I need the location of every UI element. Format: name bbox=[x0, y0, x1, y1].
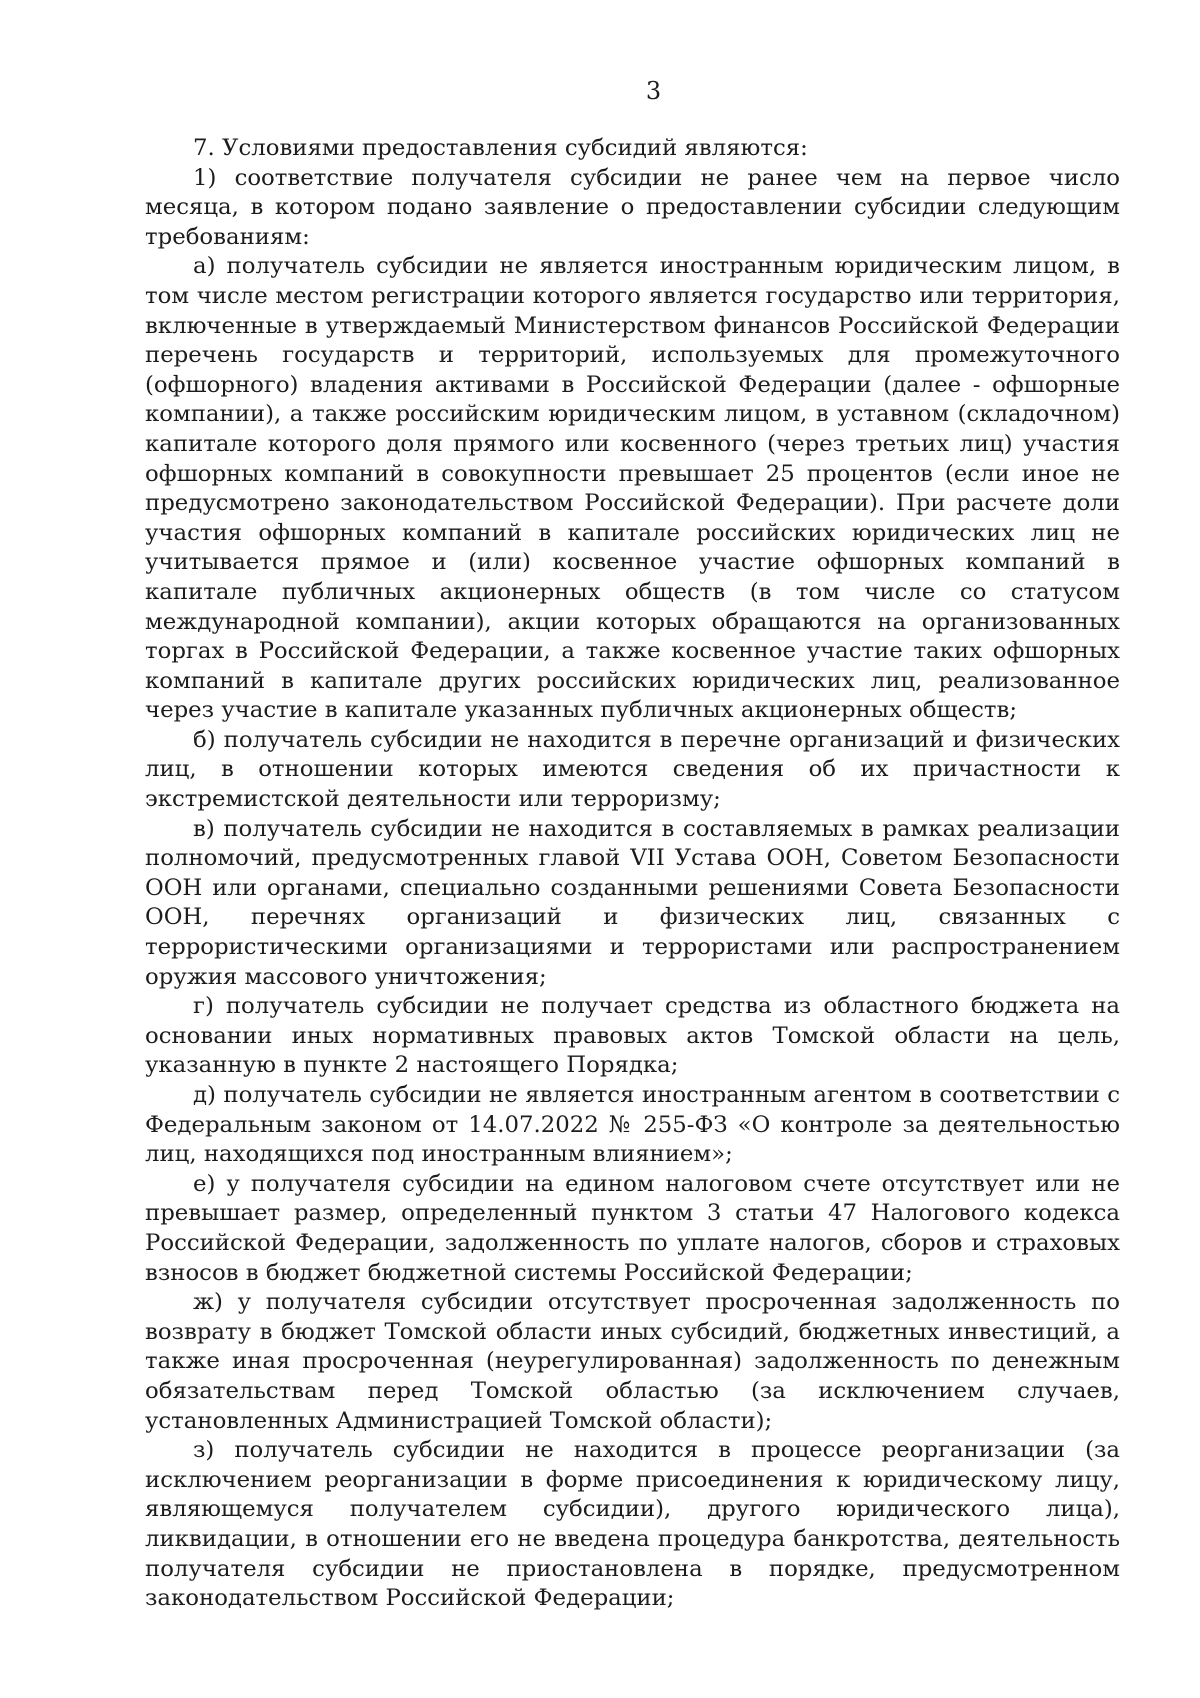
paragraph-subclause-1: 1) соответствие получателя субсидии не ранее чем на первое число месяца, в котором подано заявление о предоставлении субсидии следующим требованиям: bbox=[145, 164, 1120, 250]
paragraph-item-d: д) получатель субсидии не является иностранным агентом в соответствии с Федеральным законом от 14.07.2022 № 255-ФЗ «О контроле за деятельностью лиц, находящихся под иностранным влиянием»; bbox=[145, 1082, 1120, 1168]
paragraph-item-e: е) у получателя субсидии на едином налоговом счете отсутствует или не превышает размер, определенный пунктом 3 статьи 47 Налогового кодекса Российской Федерации, задолженность по уплате налогов, сборов и страховых взносов в бюджет бюджетной системы Российской Федерации; bbox=[145, 1170, 1120, 1286]
paragraph-item-b: б) получатель субсидии не находится в перечне организаций и физических лиц, в отношении которых имеются сведения об их причастности к экстремистской деятельности или терроризму; bbox=[145, 726, 1120, 813]
page-number: 3 bbox=[645, 77, 662, 105]
paragraph-item-a: а) получатель субсидии не является иностранным юридическим лицом, в том числе местом регистрации которого является государство или территория, включенные в утверждаемый Министерством финансов Российской Федерации перечень государств и территорий, используемых для промежуточного (офшорного) владения активами в Российской Федерации (далее - офшорные компании), а также российским юридическим лицом, в уставном (складочном) капитале которого доля прямого или косвенного (через третьих лиц) участия офшорных компаний в совокупности превышает 25 процентов (если иное не предусмотрено законодательством Российской Федерации). При расчете доли участия офшорных компаний в капитале российских юридических лиц не учитывается прямое и (или) косвенное участие офшорных компаний в капитале публичных акционерных обществ (в том числе со статусом международной компании), акции которых обращаются на организованных торгах в Российской Федерации, а также косвенное участие таких офшорных компаний в капитале других российских юридических лиц, реализованное через участие в капитале указанных публичных акционерных обществ; bbox=[145, 253, 1120, 724]
paragraph-clause-7: 7. Условиями предоставления субсидий являются: bbox=[193, 135, 808, 161]
paragraph-item-v: в) получатель субсидии не находится в составляемых в рамках реализации полномочий, предусмотренных главой VII Устава ООН, Советом Безопасности ООН или органами, специально созданными решениями Совета Безопасности ООН, перечнях организаций и физических лиц, связанных с террористическими организациями и террористами или распространением оружия массового уничтожения; bbox=[145, 815, 1120, 990]
document-page bbox=[145, 76, 1120, 1614]
paragraph-item-g: г) получатель субсидии не получает средства из областного бюджета на основании иных нормативных правовых актов Томской области на цель, указанную в пункте 2 настоящего Порядка; bbox=[145, 993, 1120, 1079]
paragraph-item-zh: ж) у получателя субсидии отсутствует просроченная задолженность по возврату в бюджет Томской области иных субсидий, бюджетных инвестиций, а также иная просроченная (неурегулированная) задолженность по денежным обязательствам перед Томской областью (за исключением случаев, установленных Администрацией Томской области); bbox=[145, 1289, 1120, 1434]
paragraph-item-z: з) получатель субсидии не находится в процессе реорганизации (за исключением реорганизации в форме присоединения к юридическому лицу, являющемуся получателем субсидии), другого юридического лица), ликвидации, в отношении его не введена процедура банкротства, деятельность получателя субсидии не приостановлена в порядке, предусмотренном законодательством Российской Федерации; bbox=[145, 1437, 1120, 1612]
